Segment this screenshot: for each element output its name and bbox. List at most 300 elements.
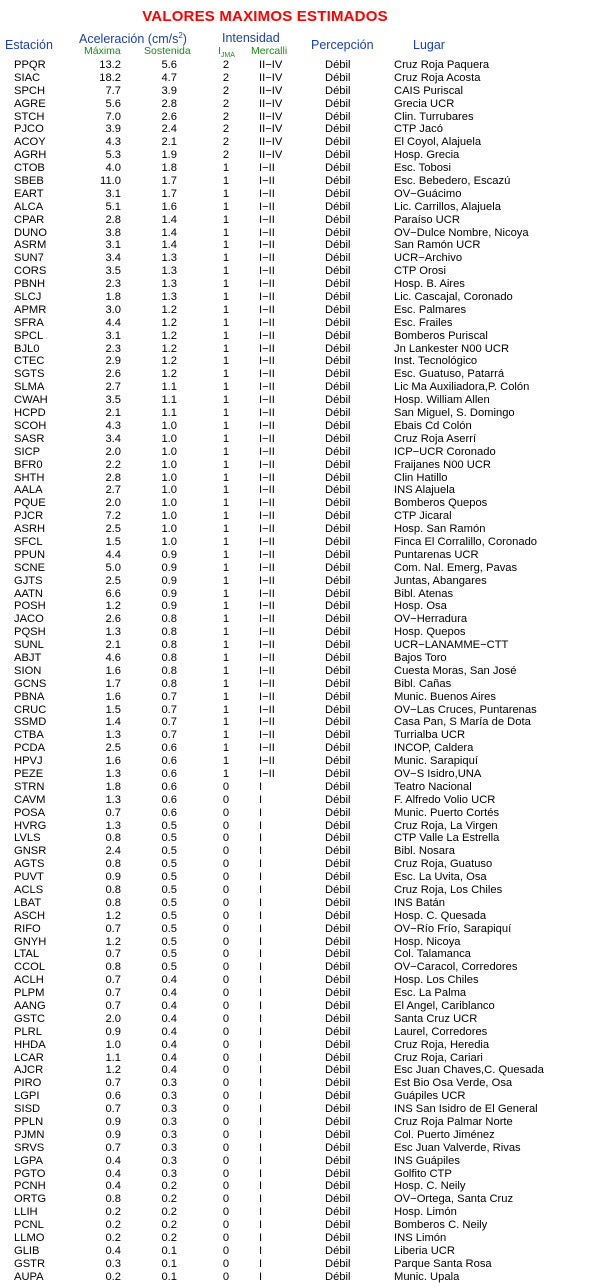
intensidad-jma: 1 (222, 175, 230, 188)
lugar: OV−Guácimo (394, 187, 462, 200)
percepcion: Débil (325, 497, 351, 510)
table-row (0, 420, 590, 433)
intensidad-mercalli: II−IV (259, 149, 283, 162)
percepcion: Débil (325, 961, 351, 974)
aceleracion-sostenida: 1.6 (161, 200, 177, 213)
intensidad-jma: 1 (222, 200, 230, 213)
percepcion: Débil (325, 355, 351, 368)
aceleracion-sostenida: 0.3 (161, 1128, 177, 1141)
intensidad-mercalli: I (259, 896, 263, 909)
station-code: GNSR (14, 845, 47, 858)
aceleracion-sostenida: 0.6 (161, 742, 177, 755)
station-code: POSH (14, 600, 46, 613)
intensidad-jma: 1 (222, 497, 230, 510)
lugar: OV−Ortega, Santa Cruz (394, 1193, 514, 1206)
aceleracion-maxima: 2.0 (105, 445, 121, 458)
aceleracion-maxima: 0.8 (105, 832, 121, 845)
station-code: EART (14, 187, 44, 200)
intensidad-jma: 0 (222, 896, 230, 909)
table-row (0, 59, 590, 72)
intensidad-mercalli: I (259, 1154, 263, 1167)
table-row (0, 459, 590, 472)
intensidad-jma: 1 (222, 213, 230, 226)
intensidad-mercalli: I (259, 858, 263, 871)
lugar: INS Alajuela (394, 484, 455, 497)
aceleracion-maxima: 5.1 (105, 200, 121, 213)
intensidad-jma: 1 (222, 729, 230, 742)
station-code: SLCJ (14, 291, 42, 304)
lugar: Clin. Turrubares (394, 110, 474, 123)
aceleracion-maxima: 0.2 (105, 1219, 121, 1232)
station-code: SICP (14, 445, 41, 458)
table-row (0, 639, 590, 652)
percepcion: Débil (325, 935, 351, 948)
percepcion: Débil (325, 342, 351, 355)
aceleracion-sostenida: 0.3 (161, 1141, 177, 1154)
aceleracion-sostenida: 1.0 (161, 484, 177, 497)
intensidad-jma: 0 (222, 858, 230, 871)
intensidad-mercalli: I−II (259, 200, 275, 213)
percepcion: Débil (325, 1257, 351, 1270)
percepcion: Débil (325, 896, 351, 909)
percepcion: Débil (325, 1154, 351, 1167)
aceleracion-sostenida: 0.5 (161, 909, 177, 922)
aceleracion-sostenida: 1.0 (161, 419, 177, 432)
lugar: Col. Talamanca (394, 948, 471, 961)
aceleracion-sostenida: 1.7 (161, 187, 177, 200)
station-code: GSTC (14, 1012, 46, 1025)
station-code: ORTG (14, 1193, 47, 1206)
lugar: San Ramón UCR (394, 239, 481, 252)
table-row (0, 768, 590, 781)
aceleracion-maxima: 1.1 (105, 1051, 121, 1064)
station-code: AGRE (14, 97, 46, 110)
aceleracion-sostenida: 5.6 (161, 59, 177, 71)
aceleracion-maxima: 0.8 (105, 884, 121, 896)
table-row (0, 394, 590, 407)
aceleracion-maxima: 1.3 (105, 767, 121, 780)
aceleracion-maxima: 0.7 (105, 922, 121, 935)
aceleracion-sostenida: 0.5 (161, 819, 177, 832)
intensidad-jma: 1 (222, 755, 230, 768)
station-code: BJL0 (14, 342, 40, 355)
table-row (0, 227, 590, 240)
intensidad-mercalli: II−IV (259, 110, 283, 123)
table-row (0, 1090, 590, 1103)
percepcion: Débil (325, 419, 351, 432)
intensidad-jma: 0 (222, 1206, 230, 1219)
aceleracion-sostenida: 0.9 (161, 600, 177, 613)
intensidad-mercalli: I (259, 780, 263, 793)
percepcion: Débil (325, 1219, 351, 1232)
intensidad-jma: 0 (222, 1051, 230, 1064)
lugar: Golfito CTP (394, 1167, 452, 1180)
lugar: Clin Hatillo (394, 471, 448, 484)
aceleracion-sostenida: 0.5 (161, 845, 177, 858)
aceleracion-sostenida: 0.4 (161, 1051, 177, 1064)
intensidad-mercalli: I−II (259, 523, 275, 536)
aceleracion-maxima: 7.0 (105, 110, 121, 123)
station-code: ASRH (14, 523, 46, 536)
percepcion: Débil (325, 1141, 351, 1154)
percepcion: Débil (325, 845, 351, 858)
lugar: CTP Jicaral (394, 510, 452, 523)
lugar: Fraijanes N00 UCR (394, 458, 491, 471)
percepcion: Débil (325, 471, 351, 484)
aceleracion-maxima: 2.8 (105, 471, 121, 484)
intensidad-mercalli: I (259, 974, 263, 987)
table-row (0, 304, 590, 317)
table-row (0, 871, 590, 884)
aceleracion-sostenida: 1.2 (161, 355, 177, 368)
table-row (0, 446, 590, 459)
aceleracion-sostenida: 0.9 (161, 548, 177, 561)
percepcion: Débil (325, 368, 351, 381)
table-row (0, 98, 590, 111)
table-row (0, 691, 590, 704)
intensidad-mercalli: I (259, 1244, 263, 1257)
intensidad-mercalli: I−II (259, 574, 275, 587)
station-code: ASCH (14, 909, 46, 922)
aceleracion-maxima: 2.7 (105, 381, 121, 394)
station-code: CTEC (14, 355, 45, 368)
station-code: PCDA (14, 742, 46, 755)
intensidad-mercalli: I (259, 1257, 263, 1270)
header-ijma-label: I (218, 45, 221, 57)
lugar: Cruz Roja Aserrí (394, 432, 477, 445)
lugar: Santa Cruz UCR (394, 1012, 478, 1025)
aceleracion-sostenida: 0.4 (161, 1025, 177, 1038)
station-code: AALA (14, 484, 43, 497)
aceleracion-maxima: 5.3 (105, 149, 121, 162)
table-row (0, 858, 590, 871)
percepcion: Débil (325, 884, 351, 896)
intensidad-jma: 0 (222, 1025, 230, 1038)
table-row (0, 523, 590, 536)
table-row (0, 936, 590, 949)
aceleracion-sostenida: 0.4 (161, 1000, 177, 1013)
lugar: Hosp. Grecia (394, 149, 460, 162)
station-code: PBNA (14, 690, 45, 703)
intensidad-mercalli: I−II (259, 510, 275, 523)
intensidad-mercalli: I (259, 1064, 263, 1077)
station-code: CORS (14, 265, 47, 278)
percepcion: Débil (325, 858, 351, 871)
intensidad-mercalli: I−II (259, 703, 275, 716)
intensidad-mercalli: I−II (259, 639, 275, 652)
intensidad-jma: 2 (222, 59, 230, 71)
percepcion: Débil (325, 265, 351, 278)
percepcion: Débil (325, 600, 351, 613)
table-row (0, 188, 590, 201)
intensidad-mercalli: I (259, 961, 263, 974)
station-code: PJCO (14, 123, 44, 136)
intensidad-jma: 1 (222, 419, 230, 432)
percepcion: Débil (325, 587, 351, 600)
aceleracion-maxima: 2.3 (105, 342, 121, 355)
table-row (0, 562, 590, 575)
intensidad-mercalli: I−II (259, 407, 275, 420)
aceleracion-sostenida: 0.6 (161, 806, 177, 819)
lugar: INCOP, Caldera (394, 742, 474, 755)
intensidad-mercalli: I−II (259, 394, 275, 407)
lugar: Cruz Roja, La Virgen (394, 819, 498, 832)
table-row (0, 845, 590, 858)
table-row (0, 175, 590, 188)
station-code: GLIB (14, 1244, 40, 1257)
intensidad-mercalli: I (259, 1128, 263, 1141)
station-code: GNYH (14, 935, 47, 948)
intensidad-jma: 0 (222, 832, 230, 845)
table-row (0, 1193, 590, 1206)
intensidad-mercalli: I (259, 909, 263, 922)
percepcion: Débil (325, 703, 351, 716)
header-intensidad: Intensidad (222, 31, 280, 45)
intensidad-mercalli: I (259, 1232, 263, 1245)
percepcion: Débil (325, 175, 351, 188)
aceleracion-sostenida: 1.4 (161, 226, 177, 239)
lugar: Bibl. Nosara (394, 845, 455, 858)
table-row (0, 1116, 590, 1129)
lugar: Puntarenas UCR (394, 548, 479, 561)
intensidad-jma: 0 (222, 1141, 230, 1154)
table-row (0, 149, 590, 162)
intensidad-mercalli: I (259, 871, 263, 884)
table-row (0, 1142, 590, 1155)
aceleracion-sostenida: 2.4 (161, 123, 177, 136)
lugar: Esc Juan Valverde, Rivas (394, 1141, 521, 1154)
header-maxima: Máxima (84, 45, 121, 57)
station-code: PJMN (14, 1128, 45, 1141)
table-row (0, 72, 590, 85)
intensidad-jma: 0 (222, 845, 230, 858)
percepcion: Débil (325, 510, 351, 523)
lugar: Com. Nal. Emerg, Pavas (394, 561, 518, 574)
intensidad-jma: 1 (222, 407, 230, 420)
station-code: AATN (14, 587, 44, 600)
station-code: PGTO (14, 1167, 46, 1180)
lugar: Jn Lankester N00 UCR (394, 342, 510, 355)
aceleracion-maxima: 2.5 (105, 574, 121, 587)
aceleracion-sostenida: 1.2 (161, 303, 177, 316)
aceleracion-maxima: 7.2 (105, 510, 121, 523)
aceleracion-maxima: 2.9 (105, 355, 121, 368)
aceleracion-maxima: 0.7 (105, 1077, 121, 1090)
percepcion: Débil (325, 291, 351, 304)
station-code: APMR (14, 303, 47, 316)
intensidad-jma: 1 (222, 613, 230, 626)
aceleracion-sostenida: 0.3 (161, 1154, 177, 1167)
aceleracion-sostenida: 1.3 (161, 265, 177, 278)
aceleracion-sostenida: 0.3 (161, 1103, 177, 1116)
lugar: Hosp. William Allen (394, 394, 490, 407)
station-code: PJCR (14, 510, 44, 523)
aceleracion-sostenida: 0.7 (161, 703, 177, 716)
percepcion: Débil (325, 690, 351, 703)
aceleracion-sostenida: 0.4 (161, 1038, 177, 1051)
percepcion: Débil (325, 909, 351, 922)
lugar: Cruz Roja Palmar Norte (394, 1116, 513, 1129)
aceleracion-sostenida: 1.1 (161, 381, 177, 394)
station-code: PPUN (14, 548, 46, 561)
intensidad-mercalli: I−II (259, 445, 275, 458)
intensidad-mercalli: I−II (259, 535, 275, 548)
intensidad-mercalli: I (259, 845, 263, 858)
intensidad-jma: 0 (222, 935, 230, 948)
intensidad-jma: 0 (222, 1077, 230, 1090)
intensidad-mercalli: I−II (259, 497, 275, 510)
percepcion: Débil (325, 548, 351, 561)
intensidad-mercalli: I−II (259, 329, 275, 342)
aceleracion-sostenida: 1.0 (161, 510, 177, 523)
lugar: Esc. La Palma (394, 987, 467, 1000)
aceleracion-maxima: 0.8 (105, 896, 121, 909)
lugar: Finca El Corralillo, Coronado (394, 535, 538, 548)
station-code: SBEB (14, 175, 44, 188)
intensidad-mercalli: I−II (259, 471, 275, 484)
lugar: Esc. La Uvita, Osa (394, 871, 487, 884)
intensidad-jma: 1 (222, 703, 230, 716)
intensidad-jma: 0 (222, 1154, 230, 1167)
station-code: AJCR (14, 1064, 44, 1077)
station-code: SPCH (14, 84, 46, 97)
table-row (0, 1155, 590, 1168)
percepcion: Débil (325, 316, 351, 329)
aceleracion-sostenida: 4.7 (161, 71, 177, 84)
aceleracion-maxima: 1.6 (105, 664, 121, 677)
intensidad-jma: 0 (222, 987, 230, 1000)
intensidad-mercalli: I (259, 884, 263, 896)
intensidad-mercalli: I−II (259, 729, 275, 742)
lugar: UCR−Archivo (394, 252, 463, 265)
station-code: RIFO (14, 922, 41, 935)
intensidad-mercalli: I−II (259, 316, 275, 329)
lugar: Hosp. San Ramón (394, 523, 486, 536)
station-code: SFCL (14, 535, 43, 548)
percepcion: Débil (325, 484, 351, 497)
table-row (0, 472, 590, 485)
table-row (0, 729, 590, 742)
intensidad-mercalli: I−II (259, 252, 275, 265)
intensidad-jma: 1 (222, 355, 230, 368)
aceleracion-maxima: 2.0 (105, 497, 121, 510)
aceleracion-maxima: 2.5 (105, 742, 121, 755)
intensidad-jma: 1 (222, 239, 230, 252)
table-row (0, 678, 590, 691)
intensidad-jma: 2 (222, 149, 230, 162)
table-row (0, 987, 590, 1000)
percepcion: Débil (325, 187, 351, 200)
intensidad-jma: 0 (222, 1244, 230, 1257)
aceleracion-sostenida: 0.2 (161, 1232, 177, 1245)
intensidad-jma: 1 (222, 303, 230, 316)
lugar: Hosp. Los Chiles (394, 974, 479, 987)
lugar: Paraíso UCR (394, 213, 460, 226)
station-code: PCNL (14, 1219, 44, 1232)
intensidad-jma: 1 (222, 471, 230, 484)
intensidad-mercalli: I (259, 1103, 263, 1116)
intensidad-mercalli: I−II (259, 239, 275, 252)
lugar: Lic Ma Auxiliadora,P. Colón (394, 381, 530, 394)
station-code: SRVS (14, 1141, 45, 1154)
lugar: CTP Jacó (394, 123, 443, 136)
lugar: Teatro Nacional (394, 780, 472, 793)
aceleracion-sostenida: 1.8 (161, 162, 177, 175)
aceleracion-sostenida: 0.6 (161, 793, 177, 806)
aceleracion-maxima: 0.4 (105, 1180, 121, 1193)
table-row (0, 330, 590, 343)
percepcion: Débil (325, 1128, 351, 1141)
table-row (0, 1206, 590, 1219)
intensidad-jma: 0 (222, 1180, 230, 1193)
percepcion: Débil (325, 767, 351, 780)
aceleracion-maxima: 1.6 (105, 755, 121, 768)
lugar: Hosp. Limón (394, 1206, 457, 1219)
intensidad-jma: 2 (222, 136, 230, 149)
aceleracion-sostenida: 0.8 (161, 626, 177, 639)
intensidad-mercalli: I−II (259, 651, 275, 664)
intensidad-mercalli: I−II (259, 600, 275, 613)
aceleracion-maxima: 0.9 (105, 1116, 121, 1129)
percepcion: Débil (325, 1244, 351, 1257)
lugar: Ebais Cd Colón (394, 419, 472, 432)
aceleracion-maxima: 1.8 (105, 291, 121, 304)
percepcion: Débil (325, 1090, 351, 1103)
aceleracion-maxima: 2.3 (105, 278, 121, 291)
percepcion: Débil (325, 252, 351, 265)
table-row (0, 368, 590, 381)
percepcion: Débil (325, 84, 351, 97)
station-code: AANG (14, 1000, 46, 1013)
intensidad-jma: 2 (222, 84, 230, 97)
intensidad-mercalli: I−II (259, 226, 275, 239)
aceleracion-sostenida: 0.8 (161, 613, 177, 626)
intensidad-mercalli: I−II (259, 677, 275, 690)
aceleracion-maxima: 3.0 (105, 303, 121, 316)
station-code: ACOY (14, 136, 46, 149)
aceleracion-maxima: 2.2 (105, 458, 121, 471)
aceleracion-sostenida: 0.5 (161, 896, 177, 909)
aceleracion-sostenida: 0.7 (161, 716, 177, 729)
station-code: STCH (14, 110, 45, 123)
intensidad-jma: 2 (222, 123, 230, 136)
station-code: PLRL (14, 1025, 42, 1038)
intensidad-mercalli: I (259, 935, 263, 948)
lugar: Cruz Roja, Los Chiles (394, 884, 503, 896)
aceleracion-sostenida: 1.7 (161, 175, 177, 188)
intensidad-mercalli: II−IV (259, 84, 283, 97)
intensidad-jma: 1 (222, 510, 230, 523)
aceleracion-maxima: 3.8 (105, 226, 121, 239)
intensidad-jma: 0 (222, 1064, 230, 1077)
percepcion: Débil (325, 987, 351, 1000)
intensidad-mercalli: I (259, 1219, 263, 1232)
percepcion: Débil (325, 1077, 351, 1090)
intensidad-jma: 1 (222, 677, 230, 690)
percepcion: Débil (325, 677, 351, 690)
intensidad-mercalli: I (259, 832, 263, 845)
intensidad-jma: 1 (222, 432, 230, 445)
lugar: Guápiles UCR (394, 1090, 466, 1103)
aceleracion-maxima: 0.9 (105, 1128, 121, 1141)
station-code: GCNS (14, 677, 47, 690)
station-code: SFRA (14, 316, 44, 329)
percepcion: Débil (325, 574, 351, 587)
station-code: PQSH (14, 626, 46, 639)
table-row (0, 1039, 590, 1052)
intensidad-mercalli: I−II (259, 690, 275, 703)
lugar: Lic. Carrillos, Alajuela (394, 200, 501, 213)
